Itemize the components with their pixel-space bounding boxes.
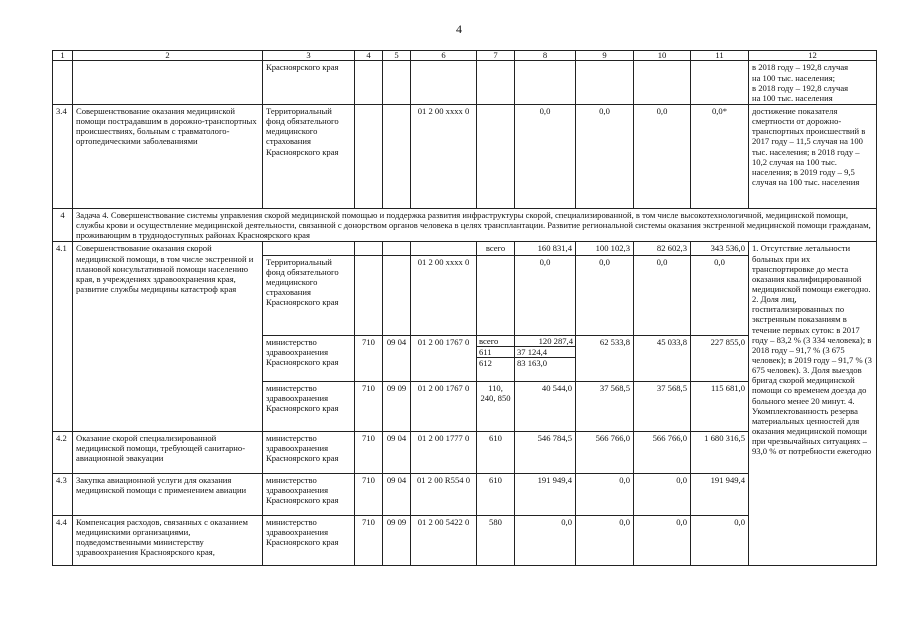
value-cell: 227 855,0 [691, 335, 749, 381]
measure-name: Совершенствование оказания медицинской помощи пострадавшим в дорожно-транспортных происшествиях, больным с травматолого-ортопедическими заболеваниями [73, 105, 263, 209]
col-header: 9 [576, 51, 634, 61]
col-header: 5 [383, 51, 411, 61]
value-cell: 0,0 [634, 105, 691, 209]
grbs-cell: 710 [355, 515, 383, 565]
row-number: 4.1 [53, 242, 73, 431]
value-cell: 160 831,4 [515, 242, 576, 255]
value-cell: 0,0 [576, 473, 634, 515]
col-header: 8 [515, 51, 576, 61]
value-cell: 343 536,0 [691, 242, 749, 255]
col-header: 4 [355, 51, 383, 61]
value-cell: 0,0 [576, 515, 634, 565]
value-cell: 0,0 [576, 105, 634, 209]
value-cell: 1 680 316,5 [691, 431, 749, 473]
org-cell: министерство здравоохранения Красноярского края [263, 515, 355, 565]
org-cell: министерство здравоохранения Красноярского края [263, 431, 355, 473]
table-row [53, 242, 877, 255]
col-header: 11 [691, 51, 749, 61]
row-number: 4.2 [53, 431, 73, 473]
org-cell: министерство здравоохранения Красноярского края [263, 381, 355, 431]
vr-cell: 610 [477, 431, 515, 473]
value-cell: 566 766,0 [634, 431, 691, 473]
value-cell: 0,0 [691, 515, 749, 565]
rzpr-cell: 09 04 [383, 473, 411, 515]
vr-cell: 580 [477, 515, 515, 565]
value-cell: 191 949,4 [691, 473, 749, 515]
measure-name: Совершенствование оказания скорой медицинской помощи, в том числе экстренной и плановой консультативной помощи населению края, в учреждениях здравоохранения края, развитие службы медицины катастроф края [73, 242, 263, 431]
grbs-cell: 710 [355, 381, 383, 431]
value-cell: 0,0 [515, 105, 576, 209]
grbs-cell: 710 [355, 431, 383, 473]
org-cell: Красноярского края [263, 61, 355, 105]
value-cell: 0,0 [515, 255, 576, 335]
csr-cell: 01 2 00 5422 0 [411, 515, 477, 565]
value-cell: 40 544,0 [515, 381, 576, 431]
value-cell: 0,0 [515, 515, 576, 565]
row-number: 4.3 [53, 473, 73, 515]
value-cell: 120 287,4 37 124,4 83 163,0 [515, 335, 576, 381]
col-header: 2 [73, 51, 263, 61]
csr-cell: 01 2 00 1777 0 [411, 431, 477, 473]
org-cell: Территориальный фонд обязательного медицинского страхования Красноярского края [263, 105, 355, 209]
task-text: Задача 4. Совершенствование системы управления скорой медицинской помощью и поддержка развития инфраструктуры скорой, специализированной, в том числе высокотехнологичной, медицинской помощи, службы крови и осуществление медицинской деятельности, связанной с донорством органов человека в целях трансплантации. Развитие региональной системы оказания экстренной медицинской помощи гражданам, проживающим в труднодоступных районах Красноярского края [73, 209, 877, 242]
value-cell: 0,0 [576, 255, 634, 335]
page-number: 4 [456, 22, 462, 36]
csr-cell: 01 2 00 1767 0 [411, 381, 477, 431]
col-header: 10 [634, 51, 691, 61]
value-cell: 0,0 [634, 255, 691, 335]
header-row [53, 51, 877, 61]
row-number: 4 [53, 209, 73, 242]
value-cell: 566 766,0 [576, 431, 634, 473]
col-header: 6 [411, 51, 477, 61]
col-header: 3 [263, 51, 355, 61]
csr-cell: 01 2 00 1767 0 [411, 335, 477, 381]
grbs-cell: 710 [355, 335, 383, 381]
csr-cell: 01 2 00 хххх 0 [411, 105, 477, 209]
rzpr-cell: 09 09 [383, 515, 411, 565]
col-header: 12 [749, 51, 877, 61]
measure-name: Компенсация расходов, связанных с оказанием медицинскими организациями, подведомственными министерству здравоохранения Красноярского края, [73, 515, 263, 565]
measure-name: Закупка авиационной услуги для оказания медицинской помощи с применением авиации [73, 473, 263, 515]
rzpr-cell: 09 04 [383, 431, 411, 473]
col-header: 1 [53, 51, 73, 61]
result-cell: в 2018 году – 192,8 случая на 100 тыс. населения; в 2018 году – 192,8 случая на 100 тыс. населения [749, 61, 877, 105]
value-cell: 37 568,5 [576, 381, 634, 431]
task-row [53, 209, 877, 242]
table-row [53, 105, 877, 209]
value-cell: 115 681,0 [691, 381, 749, 431]
value-cell: 191 949,4 [515, 473, 576, 515]
org-cell: Территориальный фонд обязательного медицинского страхования Красноярского края [263, 255, 355, 335]
value-cell: 0,0 [634, 515, 691, 565]
vr-cell: 610 [477, 473, 515, 515]
program-table [52, 50, 877, 566]
value-cell: 82 602,3 [634, 242, 691, 255]
vr-cell: 110, 240, 850 [477, 381, 515, 431]
org-cell: министерство здравоохранения Красноярского края [263, 335, 355, 381]
value-cell: 0,0* [691, 105, 749, 209]
vr-cell: всего 611 612 [477, 335, 515, 381]
rzpr-cell: 09 04 [383, 335, 411, 381]
csr-cell: 01 2 00 хххх 0 [411, 255, 477, 335]
rzpr-cell: 09 09 [383, 381, 411, 431]
value-cell: 546 784,5 [515, 431, 576, 473]
value-cell: 37 568,5 [634, 381, 691, 431]
value-cell: 100 102,3 [576, 242, 634, 255]
table-row [53, 61, 877, 105]
row-number: 4.4 [53, 515, 73, 565]
org-cell: министерство здравоохранения Красноярского края [263, 473, 355, 515]
value-cell: 0,0 [691, 255, 749, 335]
csr-cell: 01 2 00 R554 0 [411, 473, 477, 515]
value-cell: 45 033,8 [634, 335, 691, 381]
grbs-cell: 710 [355, 473, 383, 515]
result-cell: 1. Отсутствие летальности больных при их транспортировке до места оказания квалифицированной медицинской помощи ежегодно. 2. Доля лиц, госпитализированных по экстренным показаниям в течение первых суток: в 2017 году – 83,2 % (3 334 человека); в 2018 году – 91,7 % (3 675 человек); в 2019 году – 91,7 % (3 675 человек). 3. Доля выездов бригад скорой медицинской помощи со временем доезда до больного менее 20 минут. 4. Укомплектованность резерва материальных ценностей для оказания медицинской помощи при чрезвычайных ситуациях – 93,0 % от потребности ежегодно [749, 242, 877, 565]
measure-name: Оказание скорой специализированной медицинской помощи, требующей санитарно-авиационной эвакуации [73, 431, 263, 473]
value-cell: 0,0 [634, 473, 691, 515]
result-cell: достижение показателя смертности от дорожно-транспортных происшествий в 2017 году – 11,5 случая на 100 тыс. населения; в 2018 году – 10,2 случая на 100 тыс. населения; в 2019 году – 9,5 случая на 100 тыс. населения [749, 105, 877, 209]
col-header: 7 [477, 51, 515, 61]
row-number: 3.4 [53, 105, 73, 209]
total-label: всего [477, 242, 515, 255]
value-cell: 62 533,8 [576, 335, 634, 381]
